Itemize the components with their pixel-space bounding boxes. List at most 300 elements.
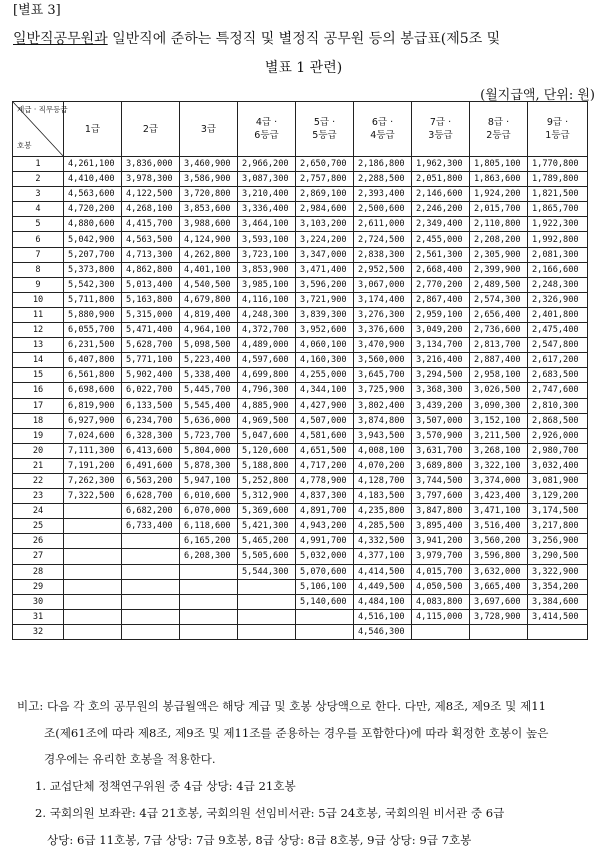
salary-cell: 3,290,500 — [528, 549, 588, 564]
salary-cell: 4,344,100 — [296, 383, 354, 398]
step-cell: 13 — [13, 338, 64, 353]
step-cell: 23 — [13, 489, 64, 504]
salary-cell: 4,778,900 — [296, 473, 354, 488]
salary-cell: 6,055,700 — [64, 323, 122, 338]
step-cell: 19 — [13, 428, 64, 443]
salary-cell: 4,717,200 — [296, 458, 354, 473]
step-cell: 4 — [13, 202, 64, 217]
step-cell: 17 — [13, 398, 64, 413]
step-cell: 8 — [13, 262, 64, 277]
salary-cell: 4,268,100 — [122, 202, 180, 217]
salary-cell — [122, 609, 180, 624]
salary-cell: 2,650,700 — [296, 157, 354, 172]
salary-cell: 3,460,900 — [180, 157, 238, 172]
table-row — [13, 504, 588, 519]
salary-cell — [238, 594, 296, 609]
header-row — [13, 102, 588, 157]
salary-cell: 4,516,100 — [354, 609, 412, 624]
salary-cell: 6,407,800 — [64, 353, 122, 368]
salary-cell: 2,980,700 — [528, 443, 588, 458]
salary-cell: 1,821,500 — [528, 187, 588, 202]
salary-cell: 4,128,700 — [354, 473, 412, 488]
salary-cell: 3,978,300 — [122, 172, 180, 187]
note-line-1: 비고: 다음 각 호의 공무원의 봉급월액은 해당 계급 및 호봉 상당액으로 한다. 다만, 제8조, 제9조 및 제11 — [17, 699, 547, 713]
salary-cell: 2,305,900 — [470, 247, 528, 262]
salary-cell: 4,262,800 — [180, 247, 238, 262]
salary-cell: 2,547,800 — [528, 338, 588, 353]
salary-cell: 5,106,100 — [296, 579, 354, 594]
salary-cell: 2,724,500 — [354, 232, 412, 247]
salary-cell — [238, 609, 296, 624]
salary-cell: 5,315,000 — [122, 307, 180, 322]
salary-cell: 4,415,700 — [122, 217, 180, 232]
salary-cell: 4,115,000 — [412, 609, 470, 624]
salary-cell: 7,111,300 — [64, 443, 122, 458]
salary-cell: 3,464,100 — [238, 217, 296, 232]
salary-cell: 4,837,300 — [296, 489, 354, 504]
salary-cell: 3,516,400 — [470, 519, 528, 534]
step-cell: 30 — [13, 594, 64, 609]
salary-cell: 3,645,700 — [354, 368, 412, 383]
salary-cell — [296, 609, 354, 624]
table-row — [13, 579, 588, 594]
table-row — [13, 609, 588, 624]
salary-cell: 6,133,500 — [122, 398, 180, 413]
salary-cell: 4,943,200 — [296, 519, 354, 534]
salary-cell: 3,596,800 — [470, 549, 528, 564]
header-grade-9: 9급 · 1등급 — [528, 102, 588, 157]
step-cell: 7 — [13, 247, 64, 262]
table-row — [13, 277, 588, 292]
salary-cell: 3,847,800 — [412, 504, 470, 519]
salary-cell: 4,713,300 — [122, 247, 180, 262]
salary-cell: 3,376,600 — [354, 323, 412, 338]
salary-cell — [64, 549, 122, 564]
table-row — [13, 338, 588, 353]
salary-cell — [180, 609, 238, 624]
salary-cell: 3,744,500 — [412, 473, 470, 488]
salary-cell — [528, 624, 588, 639]
salary-cell: 3,839,300 — [296, 307, 354, 322]
header-grade-7: 7급 · 3등급 — [412, 102, 470, 157]
salary-cell: 2,984,600 — [296, 202, 354, 217]
salary-cell: 2,248,300 — [528, 277, 588, 292]
salary-cell: 3,470,900 — [354, 338, 412, 353]
salary-cell: 2,867,400 — [412, 292, 470, 307]
salary-cell: 5,223,400 — [180, 353, 238, 368]
salary-cell: 3,174,400 — [354, 292, 412, 307]
salary-cell: 3,979,700 — [412, 549, 470, 564]
salary-cell: 2,926,000 — [528, 428, 588, 443]
table-row — [13, 534, 588, 549]
salary-cell — [64, 579, 122, 594]
step-cell: 12 — [13, 323, 64, 338]
salary-cell: 1,922,300 — [528, 217, 588, 232]
salary-cell: 3,090,300 — [470, 398, 528, 413]
salary-cell: 5,070,600 — [296, 564, 354, 579]
salary-cell: 2,401,800 — [528, 307, 588, 322]
step-cell: 32 — [13, 624, 64, 639]
salary-cell: 3,507,000 — [412, 413, 470, 428]
salary-cell: 3,322,900 — [528, 564, 588, 579]
step-cell: 31 — [13, 609, 64, 624]
salary-cell: 4,597,600 — [238, 353, 296, 368]
salary-cell: 3,471,400 — [296, 262, 354, 277]
salary-cell: 3,985,100 — [238, 277, 296, 292]
salary-cell: 3,895,400 — [412, 519, 470, 534]
salary-cell: 2,611,000 — [354, 217, 412, 232]
salary-cell: 3,174,500 — [528, 504, 588, 519]
salary-cell: 3,210,400 — [238, 187, 296, 202]
salary-cell: 4,679,800 — [180, 292, 238, 307]
table-row — [13, 458, 588, 473]
salary-cell: 1,863,600 — [470, 172, 528, 187]
salary-cell: 3,322,100 — [470, 458, 528, 473]
salary-cell: 4,015,700 — [412, 564, 470, 579]
salary-cell: 4,581,600 — [296, 428, 354, 443]
salary-cell: 4,183,500 — [354, 489, 412, 504]
salary-cell: 3,217,800 — [528, 519, 588, 534]
salary-cell: 5,505,600 — [238, 549, 296, 564]
salary-cell: 5,013,400 — [122, 277, 180, 292]
salary-cell: 4,050,500 — [412, 579, 470, 594]
salary-cell: 3,354,200 — [528, 579, 588, 594]
note-line-2: 조(제61조에 따라 제8조, 제9조 및 제11조를 준용하는 경우를 포함한다)에 따라 획정한 호봉이 높은 — [44, 725, 549, 740]
salary-cell: 4,449,500 — [354, 579, 412, 594]
salary-cell: 5,465,200 — [238, 534, 296, 549]
salary-cell: 2,399,900 — [470, 262, 528, 277]
salary-cell: 2,770,200 — [412, 277, 470, 292]
salary-cell: 3,725,900 — [354, 383, 412, 398]
step-cell: 10 — [13, 292, 64, 307]
table-row — [13, 292, 588, 307]
salary-cell: 4,414,500 — [354, 564, 412, 579]
salary-cell — [122, 534, 180, 549]
note-item-2: 2. 국회의원 보좌관: 4급 21호봉, 국회의원 선임비서관: 5급 24호봉, 국회의원 비서관 중 6급 — [35, 805, 505, 820]
salary-cell: 4,332,500 — [354, 534, 412, 549]
table-row — [13, 323, 588, 338]
salary-cell: 5,880,900 — [64, 307, 122, 322]
table-row — [13, 202, 588, 217]
salary-cell: 5,369,600 — [238, 504, 296, 519]
salary-cell: 4,969,500 — [238, 413, 296, 428]
salary-cell: 2,683,500 — [528, 368, 588, 383]
salary-cell — [64, 504, 122, 519]
table-row — [13, 232, 588, 247]
salary-cell: 3,067,000 — [354, 277, 412, 292]
salary-cell: 4,261,100 — [64, 157, 122, 172]
salary-cell: 5,544,300 — [238, 564, 296, 579]
salary-cell: 6,733,400 — [122, 519, 180, 534]
note-item-1: 1. 교섭단체 정책연구위원 중 4급 상당: 4급 21호봉 — [35, 779, 296, 794]
table-title-line1 — [13, 30, 603, 48]
salary-cell: 3,081,900 — [528, 473, 588, 488]
salary-cell: 4,891,700 — [296, 504, 354, 519]
salary-cell: 5,471,400 — [122, 323, 180, 338]
salary-cell: 3,439,200 — [412, 398, 470, 413]
salary-cell: 2,561,300 — [412, 247, 470, 262]
salary-cell: 3,631,700 — [412, 443, 470, 458]
salary-cell: 2,326,900 — [528, 292, 588, 307]
salary-cell: 3,586,900 — [180, 172, 238, 187]
table-row — [13, 489, 588, 504]
salary-cell: 2,475,400 — [528, 323, 588, 338]
salary-cell: 2,810,300 — [528, 398, 588, 413]
salary-cell: 2,146,600 — [412, 187, 470, 202]
salary-cell: 2,757,800 — [296, 172, 354, 187]
step-cell: 5 — [13, 217, 64, 232]
salary-cell: 3,049,200 — [412, 323, 470, 338]
salary-cell: 4,964,100 — [180, 323, 238, 338]
salary-cell: 5,140,600 — [296, 594, 354, 609]
header-grade-8: 8급 · 2등급 — [470, 102, 528, 157]
annex-label: [별표 3] — [13, 3, 61, 18]
salary-cell: 3,032,400 — [528, 458, 588, 473]
salary-cell: 5,098,500 — [180, 338, 238, 353]
salary-cell: 5,878,300 — [180, 458, 238, 473]
salary-cell: 4,377,100 — [354, 549, 412, 564]
table-row — [13, 519, 588, 534]
table-row — [13, 247, 588, 262]
salary-cell: 3,384,600 — [528, 594, 588, 609]
header-grade-3: 3급 — [180, 102, 238, 157]
step-cell: 6 — [13, 232, 64, 247]
header-grade-2: 2급 — [122, 102, 180, 157]
salary-cell: 3,943,500 — [354, 428, 412, 443]
step-cell: 3 — [13, 187, 64, 202]
salary-cell: 3,632,000 — [470, 564, 528, 579]
salary-cell: 6,491,600 — [122, 458, 180, 473]
salary-cell: 4,563,500 — [122, 232, 180, 247]
salary-cell: 2,574,300 — [470, 292, 528, 307]
salary-cell: 6,165,200 — [180, 534, 238, 549]
salary-cell: 6,563,200 — [122, 473, 180, 488]
salary-cell: 2,288,500 — [354, 172, 412, 187]
table-row — [13, 413, 588, 428]
table-row — [13, 443, 588, 458]
salary-cell: 7,262,300 — [64, 473, 122, 488]
salary-cell: 3,874,800 — [354, 413, 412, 428]
table-row — [13, 353, 588, 368]
salary-cell: 4,427,900 — [296, 398, 354, 413]
table-row — [13, 564, 588, 579]
salary-cell: 3,853,600 — [180, 202, 238, 217]
salary-cell — [64, 594, 122, 609]
salary-cell: 3,797,600 — [412, 489, 470, 504]
salary-cell: 5,032,000 — [296, 549, 354, 564]
salary-cell: 4,880,600 — [64, 217, 122, 232]
salary-cell: 4,563,600 — [64, 187, 122, 202]
note-line-3: 경우에는 유리한 호봉을 적용한다. — [44, 752, 216, 767]
salary-cell: 3,802,400 — [354, 398, 412, 413]
salary-cell — [238, 579, 296, 594]
salary-cell: 4,122,500 — [122, 187, 180, 202]
salary-cell: 3,570,900 — [412, 428, 470, 443]
salary-cell — [64, 534, 122, 549]
salary-cell: 2,455,000 — [412, 232, 470, 247]
salary-cell: 2,887,400 — [470, 353, 528, 368]
table-row — [13, 368, 588, 383]
salary-cell: 6,118,600 — [180, 519, 238, 534]
salary-cell — [180, 564, 238, 579]
salary-cell: 2,081,300 — [528, 247, 588, 262]
salary-cell: 4,720,200 — [64, 202, 122, 217]
table-row — [13, 383, 588, 398]
salary-cell: 6,628,700 — [122, 489, 180, 504]
salary-cell: 1,789,800 — [528, 172, 588, 187]
salary-cell: 5,542,300 — [64, 277, 122, 292]
salary-cell — [238, 624, 296, 639]
salary-cell: 6,561,800 — [64, 368, 122, 383]
salary-cell: 2,110,800 — [470, 217, 528, 232]
salary-cell: 5,373,800 — [64, 262, 122, 277]
table-row — [13, 307, 588, 322]
salary-cell: 3,560,000 — [354, 353, 412, 368]
salary-cell — [122, 579, 180, 594]
salary-cell: 5,421,300 — [238, 519, 296, 534]
step-cell: 21 — [13, 458, 64, 473]
salary-cell: 2,838,300 — [354, 247, 412, 262]
salary-cell: 3,665,400 — [470, 579, 528, 594]
salary-cell: 2,668,400 — [412, 262, 470, 277]
salary-cell: 6,070,000 — [180, 504, 238, 519]
salary-cell: 3,268,100 — [470, 443, 528, 458]
salary-cell: 3,256,900 — [528, 534, 588, 549]
step-cell: 29 — [13, 579, 64, 594]
table-row — [13, 187, 588, 202]
step-cell: 11 — [13, 307, 64, 322]
step-cell: 9 — [13, 277, 64, 292]
salary-table — [12, 101, 588, 640]
salary-cell — [180, 624, 238, 639]
salary-cell: 4,116,100 — [238, 292, 296, 307]
salary-cell: 3,689,800 — [412, 458, 470, 473]
step-cell: 25 — [13, 519, 64, 534]
salary-cell: 4,862,800 — [122, 262, 180, 277]
salary-cell: 3,836,000 — [122, 157, 180, 172]
salary-cell: 3,721,900 — [296, 292, 354, 307]
salary-cell: 7,322,500 — [64, 489, 122, 504]
table-row — [13, 172, 588, 187]
step-cell: 14 — [13, 353, 64, 368]
salary-cell: 4,796,300 — [238, 383, 296, 398]
salary-cell: 3,697,600 — [470, 594, 528, 609]
salary-cell: 1,770,800 — [528, 157, 588, 172]
salary-cell: 2,349,400 — [412, 217, 470, 232]
table-row — [13, 594, 588, 609]
salary-cell: 1,992,800 — [528, 232, 588, 247]
salary-cell — [64, 624, 122, 639]
salary-cell: 4,991,700 — [296, 534, 354, 549]
salary-cell — [180, 579, 238, 594]
salary-cell: 5,545,400 — [180, 398, 238, 413]
salary-cell: 5,042,900 — [64, 232, 122, 247]
salary-cell: 2,051,800 — [412, 172, 470, 187]
title-underlined-part: 일반직공무원과 — [13, 31, 108, 47]
salary-cell: 4,248,300 — [238, 307, 296, 322]
salary-cell — [122, 564, 180, 579]
step-cell: 24 — [13, 504, 64, 519]
unit-note: (월지급액, 단위: 원) — [480, 88, 595, 103]
salary-cell: 6,234,700 — [122, 413, 180, 428]
salary-cell: 5,047,600 — [238, 428, 296, 443]
salary-cell: 2,868,500 — [528, 413, 588, 428]
salary-cell: 5,163,800 — [122, 292, 180, 307]
salary-cell: 3,347,000 — [296, 247, 354, 262]
salary-cell: 2,489,500 — [470, 277, 528, 292]
salary-cell: 5,947,100 — [180, 473, 238, 488]
salary-cell: 3,368,300 — [412, 383, 470, 398]
salary-cell: 3,560,200 — [470, 534, 528, 549]
salary-cell: 2,500,600 — [354, 202, 412, 217]
corner-step-label: 호봉 — [17, 141, 32, 150]
salary-cell: 2,166,600 — [528, 262, 588, 277]
salary-cell: 3,952,600 — [296, 323, 354, 338]
salary-cell: 5,723,700 — [180, 428, 238, 443]
salary-cell: 4,372,700 — [238, 323, 296, 338]
salary-cell: 3,134,700 — [412, 338, 470, 353]
salary-cell: 6,328,300 — [122, 428, 180, 443]
table-row — [13, 217, 588, 232]
step-cell: 16 — [13, 383, 64, 398]
salary-cell: 3,596,200 — [296, 277, 354, 292]
salary-cell — [180, 594, 238, 609]
salary-cell: 3,211,500 — [470, 428, 528, 443]
salary-cell: 4,699,800 — [238, 368, 296, 383]
table-row — [13, 262, 588, 277]
salary-cell: 3,593,100 — [238, 232, 296, 247]
salary-cell: 2,966,200 — [238, 157, 296, 172]
salary-cell — [296, 624, 354, 639]
salary-cell: 5,636,000 — [180, 413, 238, 428]
salary-cell: 2,869,100 — [296, 187, 354, 202]
salary-cell: 3,853,900 — [238, 262, 296, 277]
salary-cell: 6,413,600 — [122, 443, 180, 458]
salary-cell: 6,682,200 — [122, 504, 180, 519]
salary-cell: 3,224,200 — [296, 232, 354, 247]
salary-cell: 4,255,000 — [296, 368, 354, 383]
step-cell: 27 — [13, 549, 64, 564]
salary-cell — [412, 624, 470, 639]
salary-cell: 4,651,500 — [296, 443, 354, 458]
salary-cell: 5,312,900 — [238, 489, 296, 504]
salary-cell: 2,656,400 — [470, 307, 528, 322]
salary-cell: 3,294,500 — [412, 368, 470, 383]
salary-cell — [64, 564, 122, 579]
salary-cell: 2,813,700 — [470, 338, 528, 353]
table-row — [13, 398, 588, 413]
salary-cell: 3,026,500 — [470, 383, 528, 398]
table-row — [13, 428, 588, 443]
step-cell: 26 — [13, 534, 64, 549]
salary-cell: 2,617,200 — [528, 353, 588, 368]
salary-cell: 4,008,100 — [354, 443, 412, 458]
salary-cell: 6,208,300 — [180, 549, 238, 564]
salary-cell: 2,208,200 — [470, 232, 528, 247]
salary-cell: 2,015,700 — [470, 202, 528, 217]
salary-cell: 4,546,300 — [354, 624, 412, 639]
salary-cell: 6,022,700 — [122, 383, 180, 398]
corner-grade-label: 계급 · 직무등급 — [17, 105, 68, 114]
salary-cell — [122, 624, 180, 639]
salary-cell: 3,988,600 — [180, 217, 238, 232]
salary-cell: 4,124,900 — [180, 232, 238, 247]
header-grade-4: 4급 · 6등급 — [238, 102, 296, 157]
salary-cell: 4,489,000 — [238, 338, 296, 353]
salary-cell: 2,393,400 — [354, 187, 412, 202]
salary-cell: 3,276,300 — [354, 307, 412, 322]
salary-cell: 1,805,100 — [470, 157, 528, 172]
